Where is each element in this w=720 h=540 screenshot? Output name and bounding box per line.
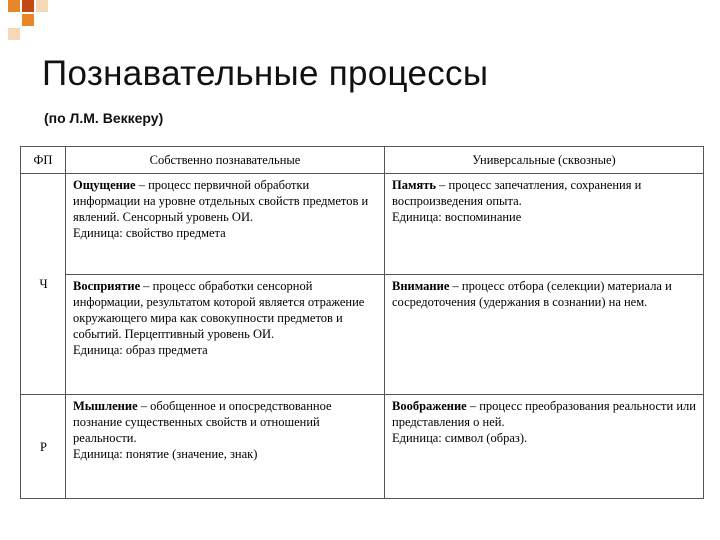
- cell-attention: [385, 275, 704, 395]
- unit: Единица: образ предмета: [73, 343, 208, 357]
- definition: – процесс первичной обработки информации на уровне отдельных свойств предметов и явлений. Сенсорный уровень ОИ.: [73, 178, 369, 224]
- term: Ощущение: [73, 178, 136, 192]
- table-row: [21, 395, 704, 499]
- side-label-r: Р: [21, 395, 66, 499]
- cell-thinking: [66, 395, 385, 499]
- header-universal: Универсальные (сквозные): [385, 147, 704, 174]
- table-row: [21, 174, 704, 275]
- definition: – процесс преобразования реальности или представления о ней.: [392, 399, 696, 429]
- definition: – обобщенное и опосредствованное познание существенных свойств и отношений реальности.: [73, 399, 332, 445]
- processes-table: [20, 146, 704, 499]
- cell-imagination: [385, 395, 704, 499]
- term: Воображение: [392, 399, 467, 413]
- table-header-row: [21, 147, 704, 174]
- deco-square: [22, 14, 34, 26]
- cell-memory: [385, 174, 704, 275]
- page-subtitle: (по Л.М. Веккеру): [44, 110, 164, 126]
- term: Внимание: [392, 279, 450, 293]
- term: Мышление: [73, 399, 138, 413]
- deco-square: [8, 28, 20, 40]
- definition: – процесс запечатления, сохранения и воспроизведения опыта.: [392, 178, 642, 208]
- unit: Единица: символ (образ).: [392, 431, 528, 445]
- deco-square: [22, 0, 34, 12]
- unit: Единица: свойство предмета: [73, 226, 226, 240]
- table-row: [21, 275, 704, 395]
- side-label-ch: Ч: [21, 174, 66, 395]
- deco-square: [8, 0, 20, 12]
- unit: Единица: понятие (значение, знак): [73, 447, 258, 461]
- term: Память: [392, 178, 437, 192]
- definition: – процесс обработки сенсорной информации, результатом которой является отражение окружающего мира как совокупности предметов и событий. Перцептивный уровень ОИ.: [73, 279, 365, 341]
- term: Восприятие: [73, 279, 141, 293]
- cell-perception: [66, 275, 385, 395]
- header-fp: ФП: [21, 147, 66, 174]
- deco-square: [36, 0, 48, 12]
- corner-decoration: [0, 0, 60, 45]
- page-title: Познавательные процессы: [42, 54, 489, 93]
- header-cognitive: Собственно познавательные: [66, 147, 385, 174]
- unit: Единица: воспоминание: [392, 210, 522, 224]
- definition: – процесс отбора (селекции) материала и сосредоточения (удержания в сознании) на нем.: [392, 279, 672, 309]
- cell-sensation: [66, 174, 385, 275]
